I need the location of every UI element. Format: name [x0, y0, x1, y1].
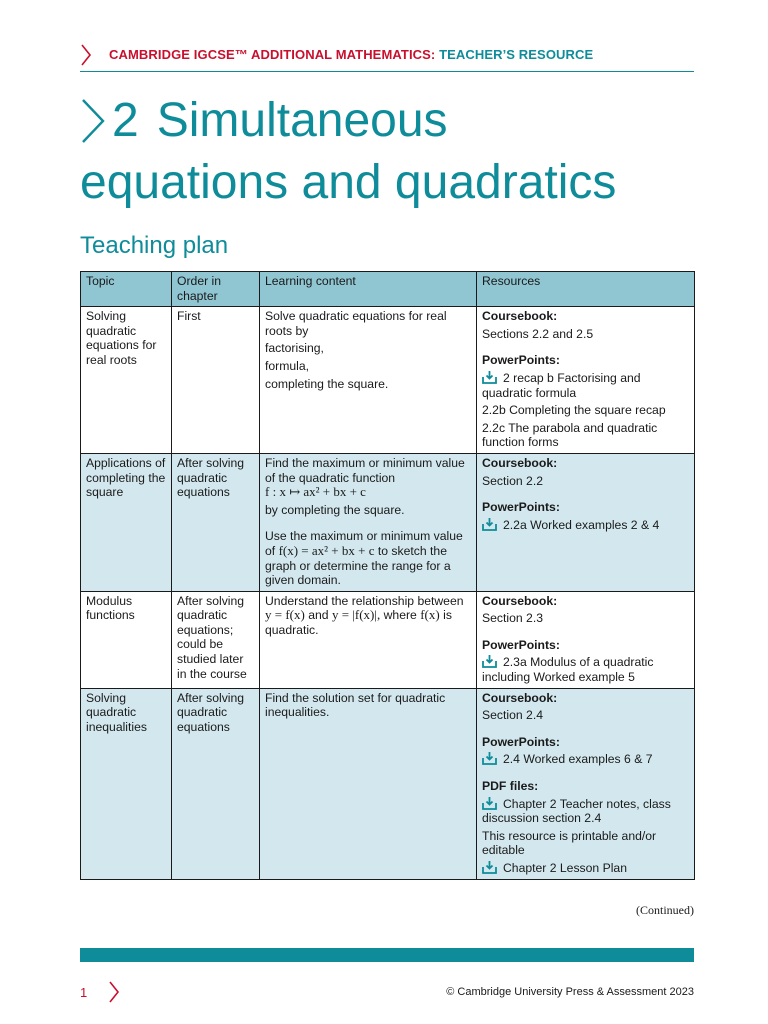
coursebook-sections: Section 2.4	[482, 708, 543, 723]
resources-cell	[477, 307, 695, 454]
resource-link-label: Chapter 2 Lesson Plan	[503, 861, 627, 875]
header-rule	[80, 71, 694, 72]
topic-cell: Modulus functions	[81, 591, 172, 688]
coursebook-sections: Section 2.3	[482, 611, 543, 626]
teaching-plan-table	[80, 271, 695, 880]
resource-link-label: 2.3a Modulus of a quadratic including Worked example 5	[482, 655, 654, 685]
formula: y = |f(x)|,	[331, 607, 381, 623]
content-text-part: is quadratic.	[265, 608, 452, 637]
learning-content-cell	[260, 688, 477, 879]
pdf-files-label: PDF files:	[482, 779, 539, 794]
header-series: CAMBRIDGE IGCSE™ ADDITIONAL MATHEMATICS:	[109, 47, 436, 62]
content-text: completing the square.	[265, 376, 389, 391]
download-icon	[482, 371, 497, 384]
chapter-title-line2: equations and quadratics	[80, 156, 617, 209]
resource-text: 2.2b Completing the square recap	[482, 403, 666, 418]
table-row	[81, 591, 695, 688]
formula: f(x) = ax² + bx + c	[278, 542, 375, 558]
chevron-right-icon	[80, 44, 92, 66]
topic-cell: Solving quadratic equations for real roots	[81, 307, 172, 454]
resource-link[interactable]	[482, 861, 689, 876]
resource-link-label: 2 recap b Factorising and quadratic formula	[482, 370, 641, 400]
order-cell: After solving quadratic equations	[172, 688, 260, 879]
coursebook-label: Coursebook:	[482, 593, 558, 608]
resource-link[interactable]	[482, 518, 689, 533]
content-text: by completing the square.	[265, 502, 405, 517]
order-cell: First	[172, 307, 260, 454]
learning-content-cell	[260, 453, 477, 591]
topic-cell: Solving quadratic inequalities	[81, 688, 172, 879]
download-icon	[482, 861, 497, 874]
content-text-part: Use the maximum or minimum value of	[265, 529, 463, 558]
resources-cell	[477, 591, 695, 688]
topic-cell: Applications of completing the square	[81, 453, 172, 591]
resource-link-label: Chapter 2 Teacher notes, class discussion section 2.4	[482, 796, 671, 826]
copyright-notice: © Cambridge University Press & Assessment 2023	[446, 986, 694, 998]
content-text: Solve quadratic equations for real roots by	[265, 309, 447, 338]
resource-link[interactable]	[482, 797, 689, 826]
content-text: formula,	[265, 358, 310, 373]
table-row	[81, 453, 695, 591]
content-text-part: and	[308, 608, 329, 623]
table-row	[81, 307, 695, 454]
formula: y = f(x)	[265, 607, 305, 623]
powerpoints-label: PowerPoints:	[482, 353, 560, 368]
content-text-part: Understand the relationship between	[265, 593, 464, 608]
order-cell: After solving quadratic equations; could be studied later in the course	[172, 591, 260, 688]
table-header-row	[81, 272, 695, 307]
resource-link-label: 2.2a Worked examples 2 & 4	[503, 517, 660, 532]
chapter-number: 2	[112, 94, 139, 147]
learning-content-cell	[260, 307, 477, 454]
coursebook-sections: Sections 2.2 and 2.5	[482, 326, 594, 341]
table-row	[81, 688, 695, 879]
coursebook-label: Coursebook:	[482, 309, 558, 324]
formula: f : x ↦ ax² + bx + c	[265, 484, 366, 500]
powerpoints-label: PowerPoints:	[482, 500, 560, 515]
resources-cell	[477, 688, 695, 879]
content-text	[265, 594, 471, 638]
column-header-learning-content: Learning content	[260, 272, 477, 307]
content-text: Find the solution set for quadratic inequalities.	[265, 690, 446, 720]
formula: f(x)	[420, 607, 440, 623]
content-text-part: to sketch the graph or determine the range for a given domain.	[265, 543, 451, 588]
resource-text: 2.2c The parabola and quadratic function forms	[482, 420, 658, 450]
powerpoints-label: PowerPoints:	[482, 734, 560, 749]
download-icon	[482, 797, 497, 810]
resource-link[interactable]	[482, 655, 689, 684]
footer-bar	[80, 948, 694, 962]
order-cell: After solving quadratic equations	[172, 453, 260, 591]
page-number: 1	[80, 985, 88, 1000]
coursebook-label: Coursebook:	[482, 690, 558, 705]
column-header-topic: Topic	[81, 272, 172, 307]
section-title: Teaching plan	[80, 232, 229, 259]
content-text	[265, 529, 471, 587]
continued-note: (Continued)	[636, 903, 694, 917]
content-text: Find the maximum or minimum value of the quadratic function	[265, 455, 465, 485]
resource-link[interactable]	[482, 752, 689, 767]
download-icon	[482, 518, 497, 531]
running-header	[109, 47, 593, 62]
column-header-resources: Resources	[477, 272, 695, 307]
resources-cell	[477, 453, 695, 591]
resource-link-label: 2.4 Worked examples 6 & 7	[503, 752, 653, 767]
resource-link[interactable]	[482, 371, 689, 400]
coursebook-label: Coursebook:	[482, 455, 558, 470]
coursebook-sections: Section 2.2	[482, 473, 543, 488]
chevron-right-icon	[108, 981, 120, 1003]
content-text: factorising,	[265, 341, 324, 356]
powerpoints-label: PowerPoints:	[482, 637, 560, 652]
header-resource: TEACHER’S RESOURCE	[439, 47, 594, 62]
resource-text: This resource is printable and/or editable	[482, 828, 657, 858]
chapter-title	[80, 90, 720, 214]
download-icon	[482, 752, 497, 765]
learning-content-cell	[260, 591, 477, 688]
column-header-order: Order in chapter	[172, 272, 260, 307]
content-text-part: where	[383, 608, 417, 623]
chapter-title-line1: Simultaneous	[156, 94, 448, 147]
download-icon	[482, 655, 497, 668]
